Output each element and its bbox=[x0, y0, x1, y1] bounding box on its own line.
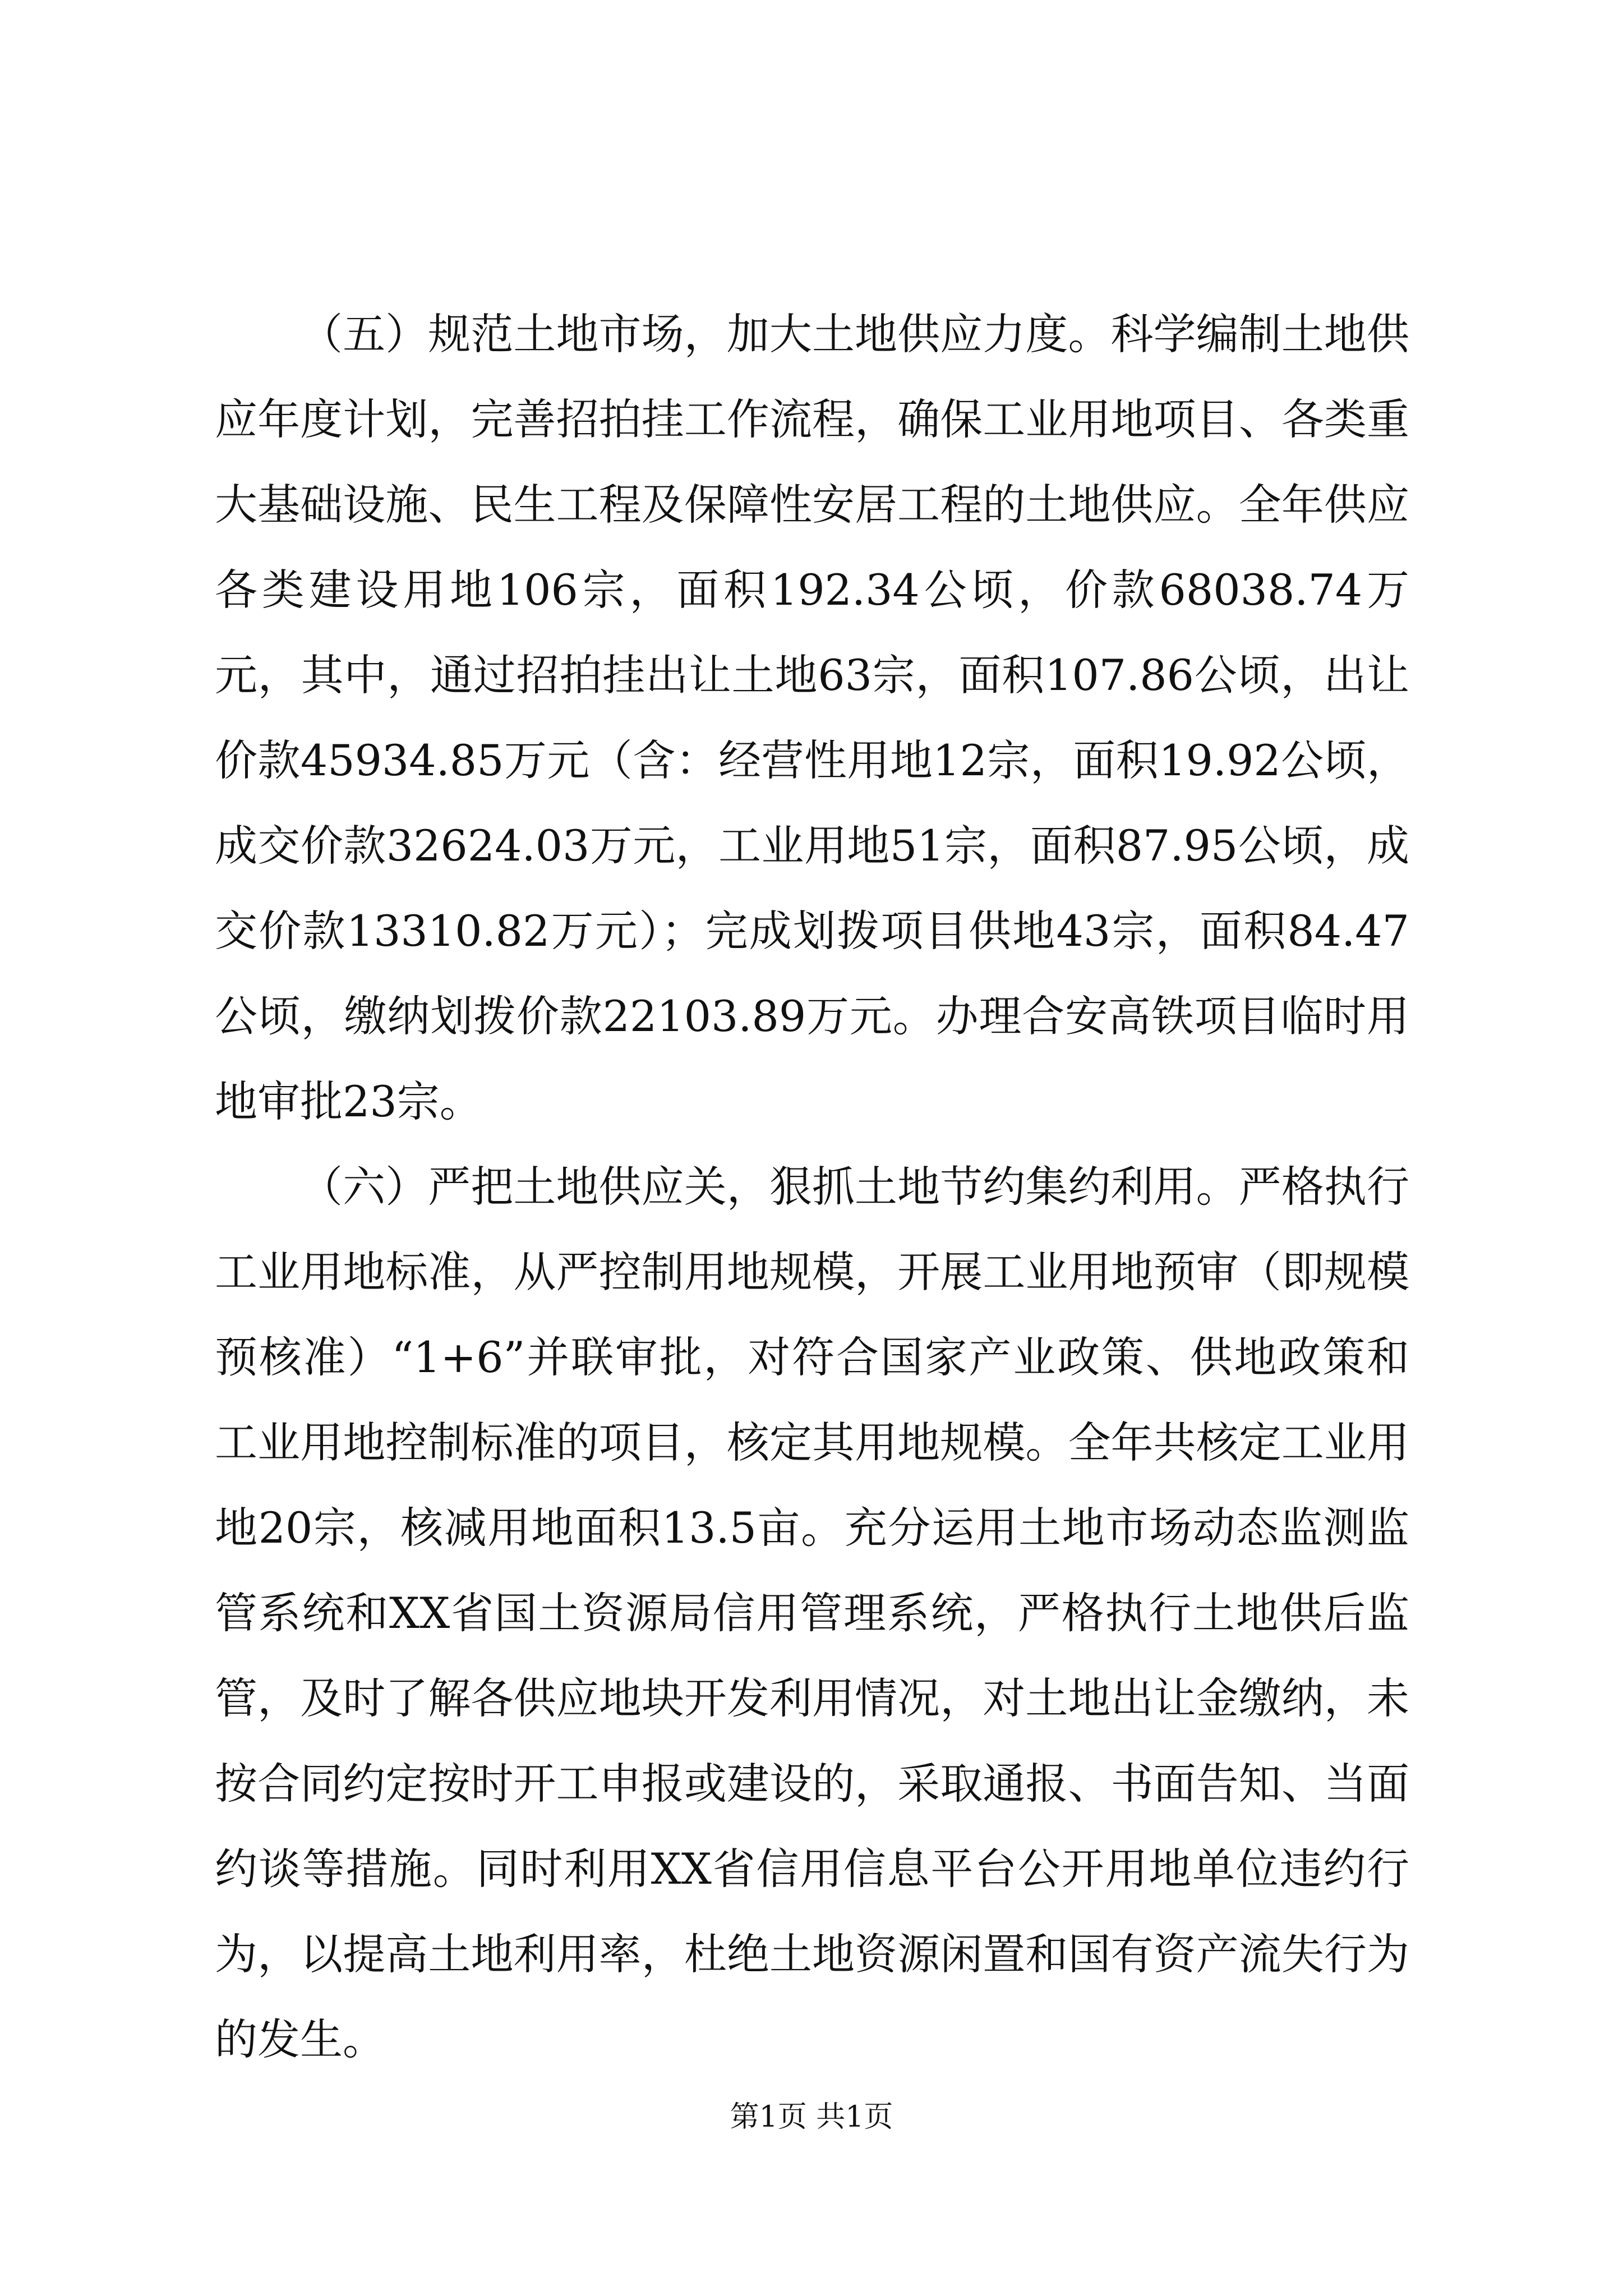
paragraph-land-supply-control: （六）严把土地供应关，狠抓土地节约集约利用。严格执行工业用地标准，从严控制用地规模，开展工业用地预审（即规模预核准）“1+6”并联审批，对符合国家产业政策、供地政策和工业用地控制标准的项目，核定其用地规模。全年共核定工业用地20宗，核减用地面积13.5亩。充分运用土地市场动态监测监管系统和XX省国土资源局信用管理系统，严格执行土地供后监管，及时了解各供应地块开发利用情况，对土地出让金缴纳，未按合同约定按时开工申报或建设的，采取通报、书面告知、当面约谈等措施。同时利用XX省信用信息平台公开用地单位违约行为，以提高土地利用率，杜绝土地资源闲置和国有资产流失行为的发生。 bbox=[215, 1162, 1409, 2064]
document-body bbox=[215, 292, 1409, 2082]
paragraph-land-market: （五）规范土地市场，加大土地供应力度。科学编制土地供应年度计划，完善招拍挂工作流程，确保工业用地项目、各类重大基础设施、民生工程及保障性安居工程的土地供应。全年供应各类建设用地106宗，面积192.34公顷，价款68038.74万元，其中，通过招拍挂出让土地63宗，面积107.86公顷，出让价款45934.85万元（含：经营性用地12宗，面积19.92公顷，成交价款32624.03万元，工业用地51宗，面积87.95公顷，成交价款13310.82万元）；完成划拨项目供地43宗，面积84.47公顷，缴纳划拨价款22103.89万元。办理合安高铁项目临时用地审批23宗。 bbox=[215, 309, 1409, 1126]
page-footer: 第1页 共1页 bbox=[730, 2100, 893, 2134]
